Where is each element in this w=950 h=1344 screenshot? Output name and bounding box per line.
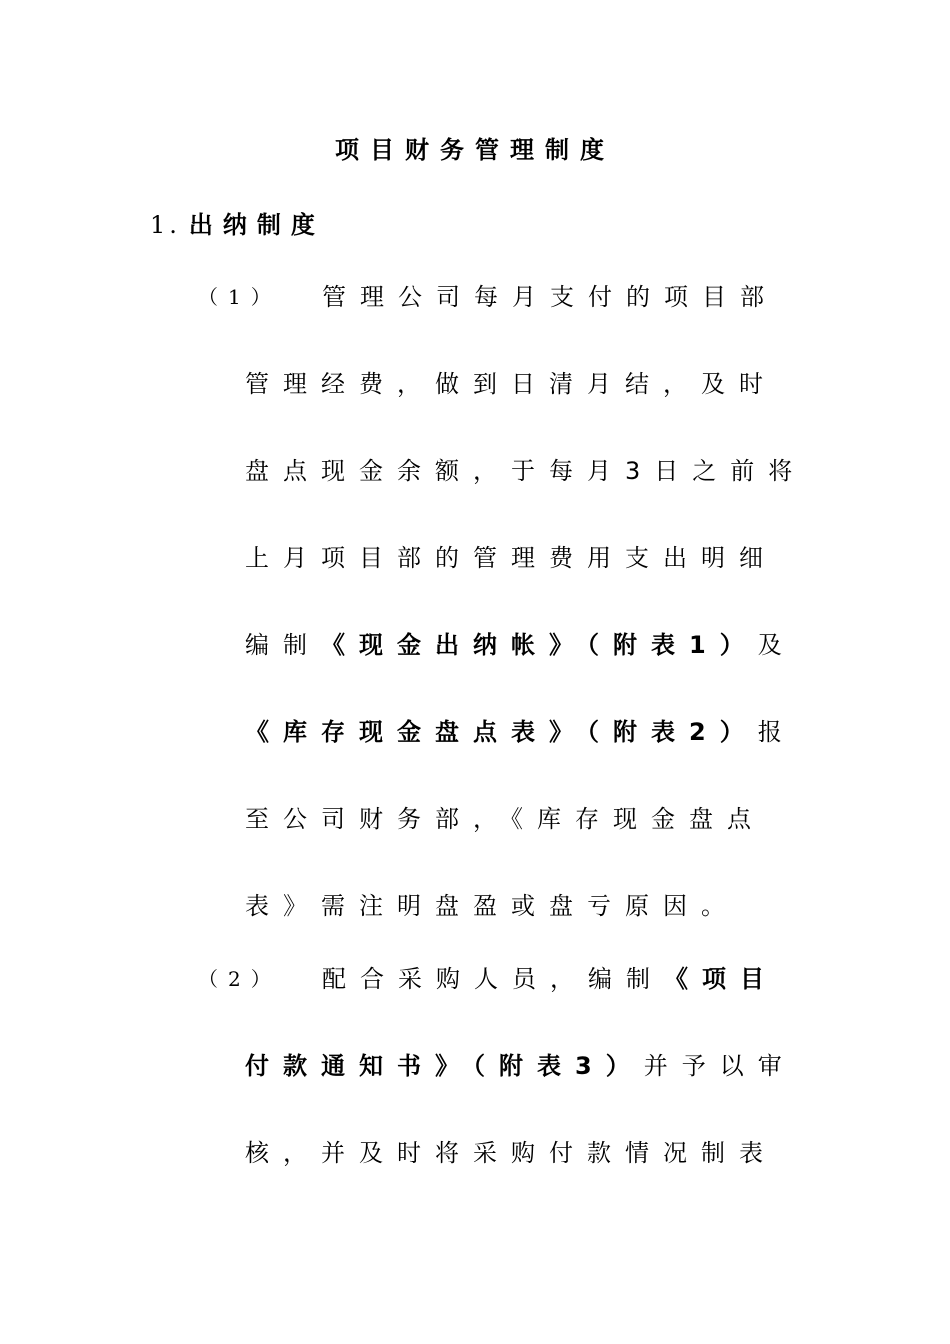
paragraph-line [322,959,778,999]
paragraph-line: 管理经费，做到日清月结，及时 [245,370,777,398]
paragraph-line [245,1046,796,1086]
text-run: 报 [757,718,796,746]
paragraph-line [245,625,796,665]
paragraph-line: 盘点现金余额，于每月3日之前将 [245,457,807,485]
paragraph-line: 核，并及时将采购付款情况制表 [245,1139,777,1167]
text-run: 及 [757,631,796,659]
paragraph-line: 至公司财务部，《库存现金盘点 [245,805,765,833]
form-reference: 《项目 [664,965,778,993]
text-run: 配合采购人员，编制 [322,965,664,993]
section-number: 1. [150,211,181,239]
document-title: 项目财务管理制度 [335,136,615,164]
form-reference: 付款通知书》（附表3） [245,1052,644,1080]
paragraph-line: 管理公司每月支付的项目部 [322,283,778,311]
text-run: 编制 [245,631,321,659]
form-reference: 《库存现金盘点表》（附表2） [245,718,758,746]
paragraph-line [245,712,796,752]
section-heading [150,205,325,245]
paragraph-line: 表》需注明盘盈或盘亏原因。 [245,892,739,920]
text-run: 并予以审 [643,1052,796,1080]
form-reference: 《现金出纳帐》（附表1） [321,631,758,659]
section-title: 出纳制度 [188,211,325,239]
paragraph-line: 上月项目部的管理费用支出明细 [245,544,777,572]
item-marker: （2） [198,967,281,991]
item-marker: （1） [198,285,281,309]
